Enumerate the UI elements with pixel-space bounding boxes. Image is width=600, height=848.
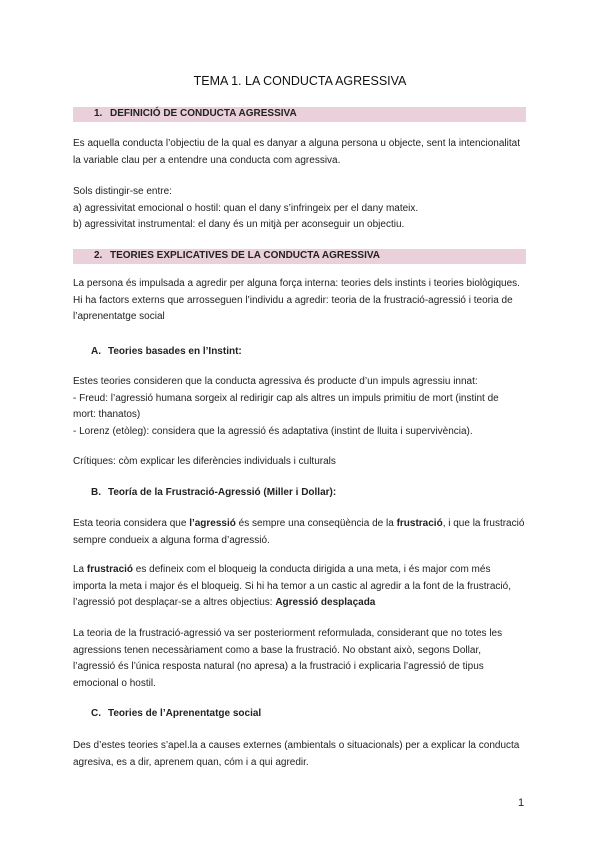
subsection-b-heading	[91, 487, 336, 498]
text-run: és sempre una conseqüència de la	[235, 518, 397, 529]
bold-term: l’agressió	[189, 518, 236, 529]
text-line: sempre condueix a alguna forma d’agressió.	[73, 534, 270, 546]
text-line	[73, 562, 528, 579]
text-line: Es aquella conducta l’objectiu de la qual es danyar a alguna persona u objecte, sent la intencionalitat	[73, 138, 520, 149]
subsection-b-letter: B.	[91, 487, 101, 498]
text-line: l’aprenentatge social	[73, 311, 165, 322]
text-run: l’agressió pot desplaçar-se a altres objectius:	[73, 597, 276, 608]
text-run: La	[73, 564, 87, 575]
section-1-paragraph-1	[73, 136, 528, 169]
section-1-title: DEFINICIÓ DE CONDUCTA AGRESSIVA	[110, 108, 297, 119]
subsection-a-title: Teories basades en l’Instint:	[108, 346, 242, 357]
text-line: b) agressivitat instrumental: el dany és un mitjà per aconseguir un objectiu.	[73, 219, 405, 230]
text-line	[73, 516, 528, 533]
text-line: La persona és impulsada a agredir per alguna força interna: teories dels instints i teories biològiques.	[73, 278, 520, 289]
subsection-b-paragraph-2	[73, 562, 528, 612]
text-line: importa la meta i major és el bloqueig. Si hi ha temor a un castic al agredir a la font de la frustració,	[73, 580, 511, 592]
text-line: - Freud: l’agressió humana sorgeix al redirigir cap als altres un impuls primitiu de mort (instint de	[73, 392, 499, 404]
text-line: a) agressivitat emocional o hostil: quan el dany s’infringeix per el dany mateix.	[73, 202, 419, 214]
text-line: Des d’estes teories s’apel.la a causes externes (ambientals o situacionals) per a explicar la conducta	[73, 740, 520, 751]
text-line: la variable clau per a entendre una conducta com agressiva.	[73, 154, 341, 166]
page-number: 1	[518, 797, 525, 809]
bold-term: frustració	[396, 518, 443, 529]
subsection-b-title: Teoría de la Frustració-Agressió (Miller i Dollar):	[108, 487, 337, 498]
text-line: Crítiques: còm explicar les diferències individuals i culturals	[73, 456, 336, 467]
text-line: Sols distingir-se entre:	[73, 186, 172, 197]
text-line: Estes teories consideren que la conducta agressiva és producte d’un impuls agressiu innat:	[73, 376, 478, 387]
text-line: agresiva, es a dir, aprenem quan, cóm i a qui agredir.	[73, 756, 309, 768]
subsection-a-letter: A.	[91, 346, 101, 357]
text-run: es defineix com el bloqueig la conducta dirigida a una meta, i és major com més	[133, 564, 491, 575]
bold-term: frustració	[86, 564, 134, 575]
text-run: Esta teoria considera que	[73, 518, 190, 529]
text-line: mort: thanatos)	[73, 409, 141, 420]
subsection-c-title: Teories de l’Aprenentatge social	[108, 708, 262, 719]
text-line: - Lorenz (etòleg): considera que la agressió és adaptativa (instint de lluita i supervivència).	[73, 425, 473, 437]
text-line: l’agressió és l’única resposta natural (no apresa) a la frustració i explicaria l’agressió de tipus	[73, 661, 484, 672]
text-line: emocional o hostil.	[73, 677, 156, 689]
subsection-c-letter: C.	[91, 708, 101, 719]
text-line: agressions tenen necessàriament como a base la frustració. No obstant això, segons Dollar,	[73, 644, 481, 656]
subsection-a-paragraph-2	[73, 454, 528, 471]
subsection-a-paragraph-1	[73, 374, 528, 440]
bold-term: Agressió desplaçada	[275, 597, 376, 608]
section-2-number: 2.	[94, 250, 103, 261]
section-2-title: TEORIES EXPLICATIVES DE LA CONDUCTA AGRESSIVA	[110, 250, 381, 261]
section-1-number: 1.	[94, 108, 103, 119]
text-line: La teoria de la frustració-agressió va ser posteriorment reformulada, considerant que no totes les	[73, 628, 503, 639]
subsection-c-paragraph-1	[73, 738, 528, 771]
subsection-b-paragraph-3	[73, 626, 528, 692]
text-run: , i que la frustració	[442, 518, 525, 529]
subsection-a-heading	[91, 346, 242, 357]
subsection-c-heading	[91, 708, 261, 719]
section-2-paragraph-1	[73, 276, 528, 326]
section-1-paragraph-2	[73, 184, 528, 234]
text-line	[73, 595, 528, 612]
subsection-b-paragraph-1	[73, 516, 528, 549]
document-title: TEMA 1. LA CONDUCTA AGRESSIVA	[193, 74, 407, 88]
section-1-heading	[73, 107, 526, 122]
section-2-heading	[73, 249, 526, 264]
text-line: Hi ha factors externs que arrosseguen l’individu a agredir: teoria de la frustració-agressió i teoria de	[73, 294, 513, 306]
